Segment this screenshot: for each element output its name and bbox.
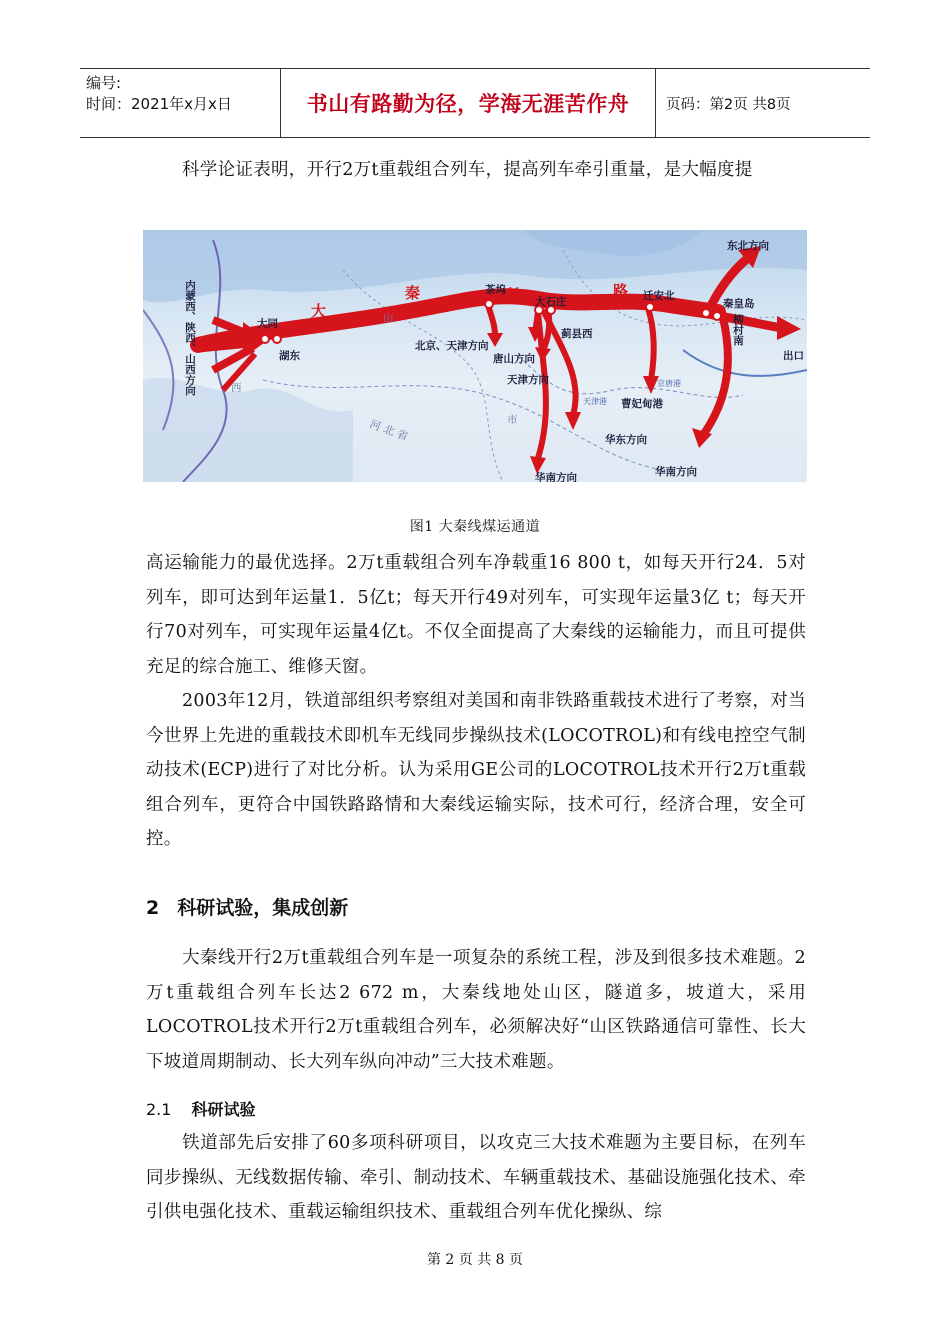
map-label-tangshan: 唐山方向 <box>493 353 535 365</box>
map-label-shan: 山 <box>383 312 394 324</box>
paragraph-block-2 <box>146 941 806 1079</box>
map-label-chawu: 茶坞 <box>485 284 506 296</box>
map-label-dongbei: 东北方向 <box>727 240 769 252</box>
map-label-qin: 秦 <box>405 284 421 302</box>
railway-map-figure <box>143 230 807 482</box>
map-label-tie: 铁 <box>507 286 523 304</box>
map-label-jingtang: 京唐港 <box>657 379 681 388</box>
figure-caption: 图1 大秦线煤运通道 <box>409 519 541 535</box>
paragraph-block-3 <box>146 1126 806 1230</box>
document-date: 时间：2021年x月x日 <box>86 95 232 113</box>
map-label-da: 大 <box>311 302 327 320</box>
map-label-liucunnan: 柳村南 <box>732 314 744 346</box>
paragraph-5: 铁道部先后安排了60多项科研项目，以攻克三大技术难题为主要目标，在列车同步操纵、无线数据传输、牵引、制动技术、车辆重载技术、基础设施强化技术、牵引供电强化技术、重载运输组织技术、重载组合列车优化操纵、综 <box>146 1133 806 1222</box>
map-label-dashizhuang: 大石庄 <box>535 296 567 308</box>
paragraph-intro <box>146 153 806 188</box>
map-label-tianjin: 天津方向 <box>507 374 549 386</box>
section-heading-2 <box>146 893 348 920</box>
paragraph-block-1 <box>146 546 806 857</box>
map-label-xi: 西 <box>231 382 242 394</box>
map-label-qinhuangdao: 秦皇岛 <box>723 298 755 310</box>
subsection-title: 科研试验 <box>191 1100 256 1119</box>
map-label-huanan-2: 华南方向 <box>655 466 697 478</box>
map-label-origin: 内蒙西、陕西、山西方向 <box>184 280 196 396</box>
map-label-caofeidian: 曹妃甸港 <box>621 398 663 410</box>
paragraph-3: 2003年12月，铁道部组织考察组对美国和南非铁路重载技术进行了考察，对当今世界上先进的重载技术即机车无线同步操纵技术(LOCOTROL)和有线电控空气制动技术(ECP)进行了对比分析。认为采用GE公司的LOCOTROL技术开行2万t重载组合列车，更符合中国铁路路情和大秦线运输实际，技术可行，经济合理，安全可控。 <box>146 691 806 849</box>
subsection-number: 2.1 <box>146 1100 172 1119</box>
document-number-label: 编号: <box>86 74 122 92</box>
map-label-tianjingang: 天津港 <box>583 397 607 406</box>
map-label-lu: 路 <box>613 282 629 300</box>
section-title: 科研试验，集成创新 <box>177 897 349 919</box>
paragraph-2: 高运输能力的最优选择。2万t重载组合列车净载重16 800 t，如每天开行24．5对列车，即可达到年运量1．5亿t；每天开行49对列车，可实现年运量3亿 t；每天开行70对列车，可实现年运量4亿t。不仅全面提高了大秦线的运输能力，而且可提供充足的综合施工、维修天窗。 <box>146 553 806 677</box>
header-meta <box>80 69 280 137</box>
map-label-hudong: 湖东 <box>279 350 300 362</box>
paragraph-1: 科学论证表明，开行2万t重载组合列车，提高列车牵引重量，是大幅度提 <box>182 160 753 180</box>
map-label-shi: 市 <box>507 414 518 426</box>
map-label-huadong: 华东方向 <box>605 434 647 446</box>
map-label-beijing-tianjin: 北京、天津方向 <box>415 340 489 352</box>
page-footer: 第 2 页 共 8 页 <box>426 1252 524 1268</box>
subsection-heading-2-1 <box>146 1097 255 1120</box>
map-label-datong: 大同 <box>257 318 278 330</box>
map-label-hebei: 河 北 省 <box>367 417 410 444</box>
map-label-huanan-1: 华南方向 <box>535 472 577 482</box>
map-label-jixianxi: 蓟县西 <box>561 328 593 340</box>
section-number: 2 <box>146 897 160 919</box>
header-page-info: 页码：第2页 共8页 <box>666 96 791 113</box>
map-label-chukou: 出口 <box>783 350 804 362</box>
map-label-qiananbei: 迁安北 <box>643 290 675 302</box>
page-header <box>80 68 870 138</box>
paragraph-4: 大秦线开行2万t重载组合列车是一项复杂的系统工程，涉及到很多技术难题。2万t重载组合列车长达2 672 m，大秦线地处山区，隧道多，坡道大，采用 LOCOTROL技术开行2万t重载组合列车，必须解决好“山区铁路通信可靠性、长大下坡道周期制动、长大列车纵向冲动”三大技术难题。 <box>146 948 806 1072</box>
header-motto: 书山有路勤为径，学海无涯苦作舟 <box>280 69 656 137</box>
map-graphic <box>143 230 807 482</box>
